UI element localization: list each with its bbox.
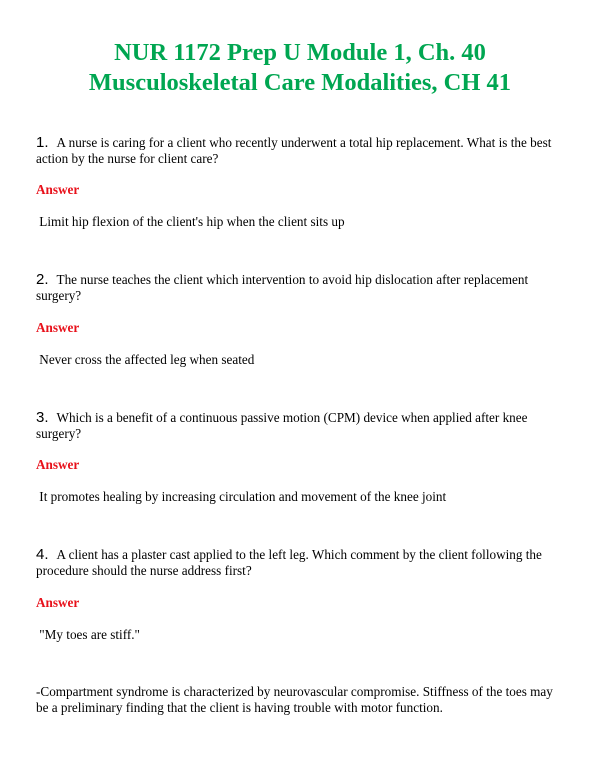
question-number: 4. (36, 546, 49, 563)
question-number: 2. (36, 271, 49, 288)
question-text: A nurse is caring for a client who recently underwent a total hip replacement. What is the best action by the nurse for client care? (36, 135, 552, 166)
rationale-text: -Compartment syndrome is characterized by neurovascular compromise. Stiffness of the toes may be a preliminary finding that the client is having trouble with motor function. (36, 684, 553, 715)
question-4 (36, 547, 566, 579)
answer-label: Answer (36, 320, 80, 335)
answer-text: Limit hip flexion of the client's hip when the client sits up (39, 214, 345, 229)
question-text: The nurse teaches the client which intervention to avoid hip dislocation after replacement surgery? (36, 272, 529, 303)
title-line-2: Musculoskeletal Care Modalities, CH 41 (88, 69, 512, 96)
title-line-1: NUR 1172 Prep U Module 1, Ch. 40 (114, 39, 486, 66)
question-number: 3. (36, 409, 49, 426)
document-title (20, 38, 580, 98)
answer-text: "My toes are stiff." (39, 627, 140, 642)
question-3 (36, 410, 566, 442)
answer-label: Answer (36, 457, 80, 472)
answer-text: Never cross the affected leg when seated (39, 352, 255, 367)
answer-label: Answer (36, 182, 80, 197)
question-2 (36, 272, 566, 304)
question-text: Which is a benefit of a continuous passive motion (CPM) device when applied after knee surgery? (36, 410, 528, 441)
question-1 (36, 135, 566, 167)
answer-text: It promotes healing by increasing circulation and movement of the knee joint (39, 489, 447, 504)
question-number: 1. (36, 134, 49, 151)
question-text: A client has a plaster cast applied to the left leg. Which comment by the client following the procedure should the nurse address first? (36, 547, 542, 578)
answer-label: Answer (36, 595, 80, 610)
